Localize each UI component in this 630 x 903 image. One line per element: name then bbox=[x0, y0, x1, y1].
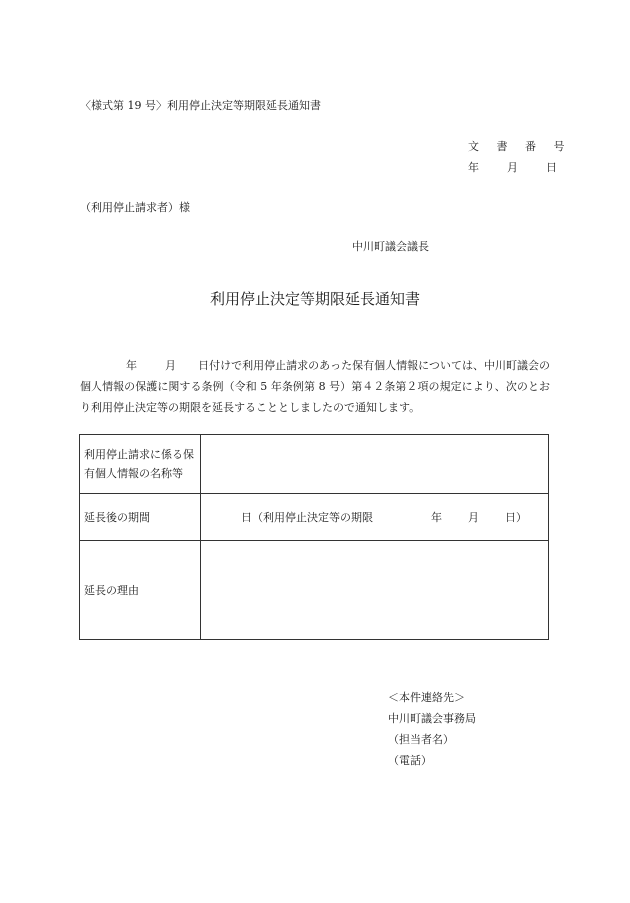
info-name-value bbox=[201, 435, 549, 494]
info-name-label: 利用停止請求に係る保有個人情報の名称等 bbox=[80, 435, 201, 494]
extended-period-value bbox=[201, 494, 549, 541]
contact-phone: （電話） bbox=[388, 754, 432, 767]
body-month: 月 bbox=[165, 359, 177, 372]
document-number-label: 文 書 番 号 bbox=[468, 140, 572, 153]
date-day: 日 bbox=[546, 161, 557, 174]
issue-date bbox=[468, 159, 557, 175]
body-text: 日付けで利用停止請求のあった保有個人情報については、中川町議会の個人情報の保護に関する条例（令和 5 年条例第 8 号）第４２条第２項の規定により、次のとおり利用停止決定等の期限を延長することとしましたので通知します。 bbox=[80, 359, 551, 414]
body-year: 年 bbox=[126, 359, 138, 372]
extended-period-label: 延長後の期間 bbox=[80, 494, 201, 541]
date-month: 月 bbox=[507, 161, 518, 174]
extension-reason-value bbox=[201, 541, 549, 640]
contact-block bbox=[388, 687, 476, 771]
contact-heading: ＜本件連絡先＞ bbox=[388, 691, 465, 704]
details-table bbox=[79, 434, 549, 640]
table-row bbox=[80, 494, 549, 541]
extension-reason-label: 延長の理由 bbox=[80, 541, 201, 640]
period-month: 月 bbox=[468, 511, 479, 524]
table-row bbox=[80, 541, 549, 640]
date-year: 年 bbox=[468, 161, 479, 174]
recipient: （利用停止請求者）様 bbox=[80, 201, 190, 214]
document-title: 利用停止決定等期限延長通知書 bbox=[209, 290, 420, 308]
contact-office: 中川町議会事務局 bbox=[388, 712, 476, 725]
sender: 中川町議会議長 bbox=[352, 240, 429, 253]
period-year: 年 bbox=[431, 511, 442, 524]
period-day: 日（利用停止決定等の期限 bbox=[241, 511, 373, 524]
table-row bbox=[80, 435, 549, 494]
notice-body bbox=[80, 355, 550, 418]
form-number: 〈様式第 19 号〉利用停止決定等期限延長通知書 bbox=[80, 99, 321, 112]
contact-person: （担当者名） bbox=[388, 733, 454, 746]
period-end: 日） bbox=[505, 511, 527, 524]
